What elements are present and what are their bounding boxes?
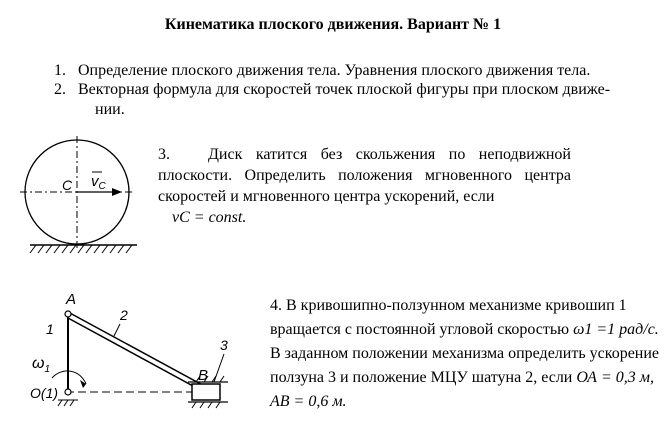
problem-4-oa: ОА = 0,3 м, — [576, 369, 654, 386]
problem-3-number: 3. — [158, 146, 170, 163]
question-2-text: Векторная формула для скоростей точек плоской фигуры при плоском движе- — [78, 81, 611, 98]
pivot-support — [58, 400, 78, 406]
question-2-number: 2. — [54, 81, 66, 98]
label-b: B — [198, 367, 209, 384]
problem-4-text-a: 4. В кривошипно-ползунном механизме кривошип 1 вращается с постоянной угловой скоростью — [270, 297, 627, 338]
problem-3-text: Диск катится без скольжения по неподвижной плоскости. Определить положения мгновенного центра скоростей и мгновенного центра ускорений, если — [158, 146, 571, 205]
rolling-disc-figure — [22, 140, 162, 270]
label-3: 3 — [220, 337, 228, 353]
connecting-rod-edge — [68, 318, 204, 392]
problem-3 — [158, 144, 571, 228]
label-a: A — [66, 291, 77, 308]
question-1-number: 1. — [54, 62, 66, 79]
label-2-leader — [114, 324, 120, 336]
label-o: O(1) — [30, 385, 59, 401]
center-label: C — [62, 177, 73, 193]
velocity-label: $v_C$ — [91, 173, 106, 192]
problem-4-ab: АВ = 0,6 м. — [270, 393, 347, 410]
problem-4 — [270, 294, 662, 414]
question-1 — [54, 61, 654, 81]
problem-4-omega: ω1 =1 рад/с. — [573, 321, 659, 338]
pivot-o — [65, 389, 71, 395]
slider-3 — [192, 384, 220, 400]
question-2-text-continued: нии. — [95, 101, 125, 118]
problem-3-formula: vC = const. — [172, 209, 247, 226]
question-1-text: Определение плоского движения тела. Уравнения плоского движения тела. — [78, 62, 591, 79]
label-1: 1 — [46, 321, 54, 337]
velocity-arrowhead — [112, 188, 122, 196]
connecting-rod — [68, 312, 208, 388]
question-2 — [54, 80, 654, 120]
page-title: Кинематика плоского движения. Вариант № 1 — [164, 16, 502, 33]
label-omega: $\omega_1$ — [32, 355, 51, 375]
ground-hatching — [30, 245, 132, 253]
problem-4-text-b: В заданном положении механизма определить ускорение ползуна 3 и положение МЦУ шатуна 2, если — [270, 345, 660, 386]
joint-a — [65, 311, 71, 317]
crank-slider-figure — [28, 288, 243, 418]
label-2: 2 — [120, 307, 128, 323]
